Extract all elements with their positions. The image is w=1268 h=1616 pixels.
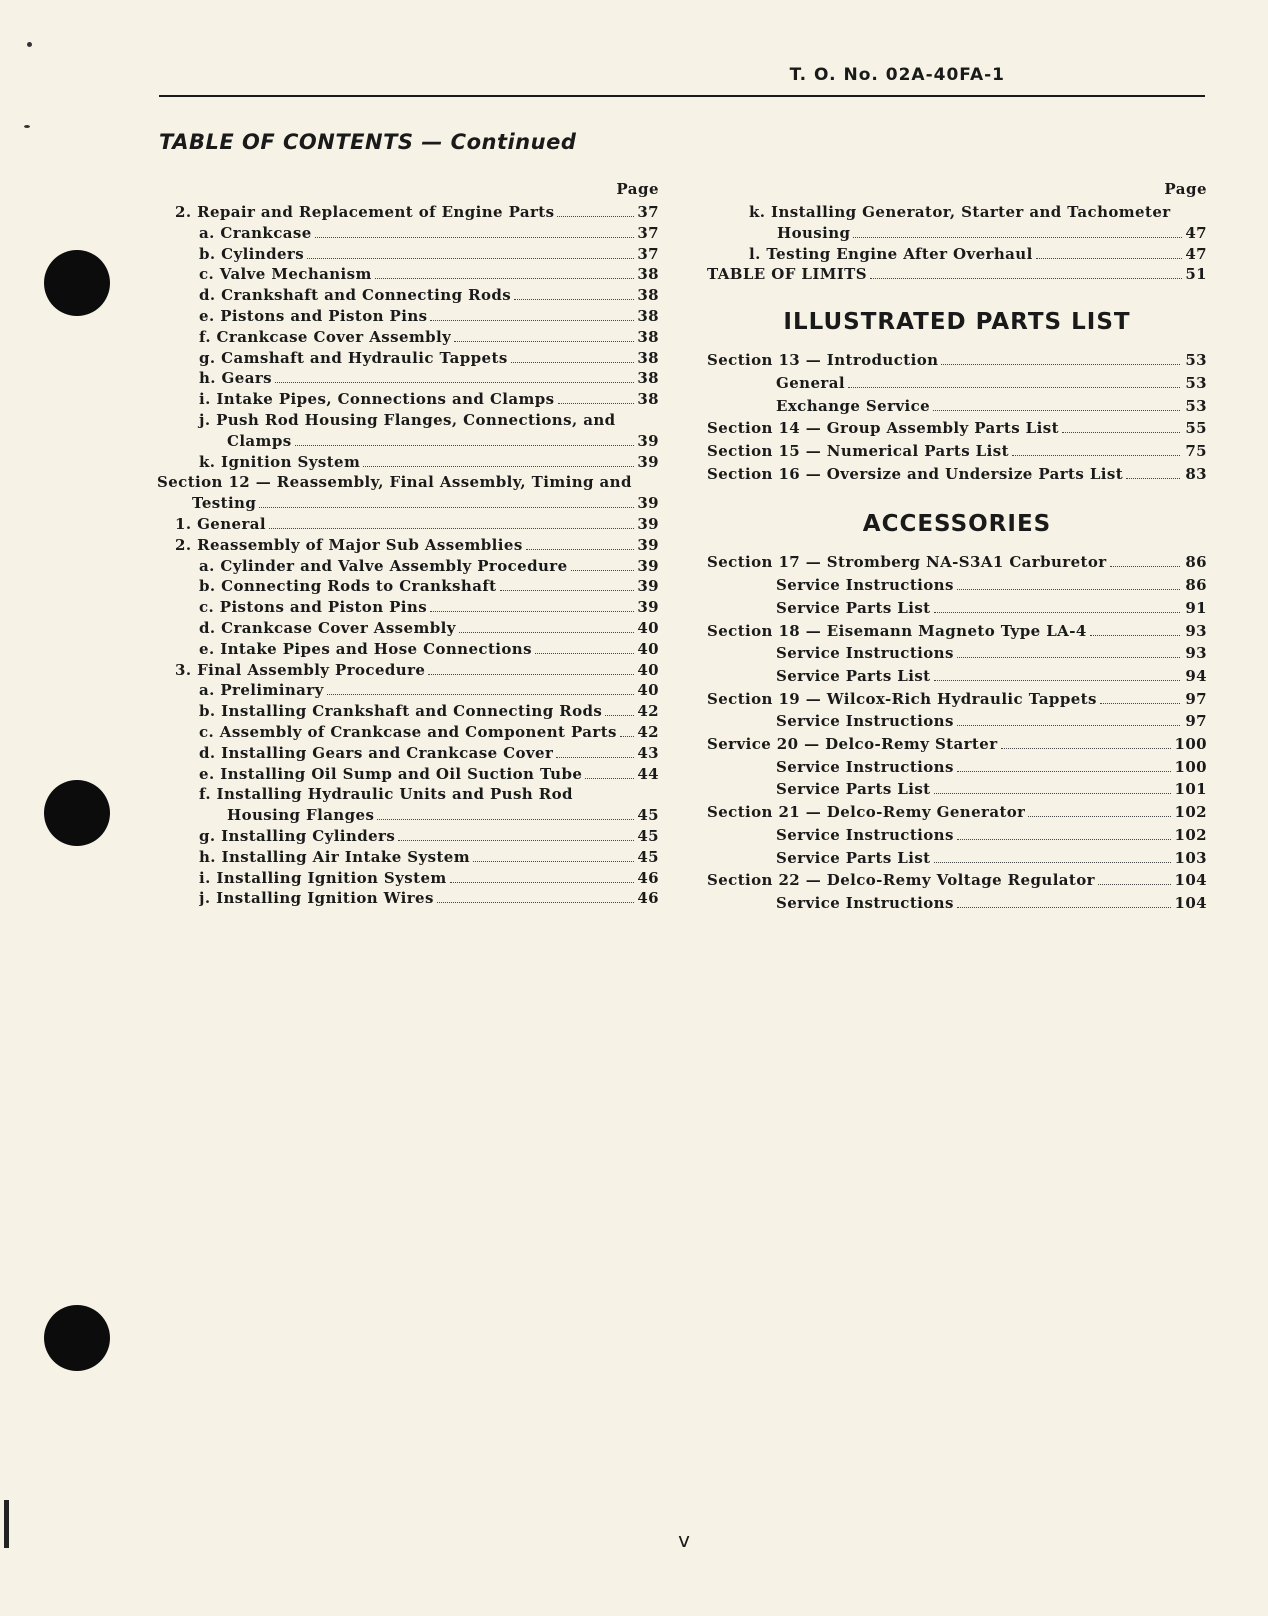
toc-entry[interactable] [707,642,1207,665]
toc-entry-label: General [776,373,845,392]
toc-entry-label: e. Pistons and Piston Pins [199,306,428,325]
toc-entry-page: 39 [637,577,659,596]
toc-entry-label: c. Assembly of Crankcase and Component Parts [199,722,617,741]
dot-leader [957,907,1172,908]
toc-entry-label: Service 20 — Delco-Remy Starter [707,735,998,754]
toc-entry[interactable] [157,535,659,556]
toc-entry[interactable] [157,764,659,785]
dot-leader [571,570,635,571]
dot-leader [1012,455,1180,456]
toc-entry[interactable] [157,597,659,618]
dot-leader [605,715,634,716]
toc-entry-label: e. Installing Oil Sump and Oil Suction Tube [199,764,583,783]
toc-entry[interactable] [707,665,1207,688]
toc-entry[interactable] [157,493,659,514]
toc-entry[interactable] [157,868,659,889]
toc-entry-page: 45 [637,826,659,845]
toc-entry[interactable] [707,801,1207,824]
toc-left-list [157,202,659,909]
toc-entry-label: b. Connecting Rods to Crankshaft [199,577,497,596]
toc-entry-page: 51 [1185,265,1207,284]
dot-leader [377,819,634,820]
dot-leader [957,771,1172,772]
toc-entry-label: Section 14 — Group Assembly Parts List [707,419,1059,438]
toc-entry-page: 42 [637,722,659,741]
dot-leader [941,364,1180,365]
toc-entry[interactable] [157,826,659,847]
toc-entry-page: 45 [637,847,659,866]
dot-leader [934,862,1172,863]
toc-entry-page: 75 [1185,442,1207,460]
binder-hole-top [44,250,110,316]
toc-entry-label: f. Crankcase Cover Assembly [199,327,452,346]
dot-leader [934,612,1180,613]
toc-entry-label: i. Installing Ignition System [199,868,447,887]
toc-right-top-list [707,202,1207,285]
dot-leader [1110,566,1180,567]
toc-entry-page: 46 [637,868,659,887]
toc-entry[interactable] [157,805,659,826]
dot-leader [398,840,634,841]
toc-entry-page: 86 [1185,553,1207,572]
dot-leader [933,410,1180,411]
toc-entry-page: 100 [1174,757,1207,776]
dot-leader [556,757,634,758]
toc-entry-page: 38 [637,306,659,325]
toc-entry[interactable] [157,888,659,909]
header-rule [159,95,1205,97]
toc-entry[interactable] [157,306,659,327]
dot-leader [327,694,635,695]
dot-leader [430,611,634,612]
toc-entry-label: g. Installing Cylinders [199,826,396,845]
toc-entry-page: 55 [1185,419,1207,438]
dot-leader [957,839,1172,840]
toc-entry[interactable] [157,348,659,369]
toc-entry[interactable] [157,327,659,348]
toc-entry-label: 3. Final Assembly Procedure [175,660,426,679]
dot-leader [934,680,1180,681]
toc-entry-page: 40 [637,618,659,637]
toc-entry-label: TABLE OF LIMITS [707,265,867,284]
toc-entry-page: 40 [637,660,659,679]
toc-entry-page: 39 [637,598,659,617]
toc-entry-page: 45 [637,806,659,825]
toc-entry-page: 38 [637,327,659,346]
toc-entry-page: 97 [1185,712,1207,731]
toc-entry-page: 102 [1174,825,1207,844]
toc-entry-page: 53 [1185,373,1207,392]
toc-entry-label: h. Installing Air Intake System [199,847,471,866]
toc-entry-label: Service Instructions [776,576,954,595]
toc-entry-page: 39 [637,514,659,533]
toc-entry-label: Service Parts List [776,598,931,617]
dot-leader [307,258,634,259]
scan-speck [27,42,32,47]
toc-entry-label: Service Parts List [776,666,931,685]
dot-leader [934,793,1172,794]
toc-entry-label: Service Instructions [776,644,954,663]
toc-entry-page: 39 [637,535,659,554]
toc-entry-page: 42 [637,702,659,721]
toc-entry[interactable] [707,372,1207,395]
toc-entry-line: f. Installing Hydraulic Units and Push Rod [199,785,573,804]
dot-leader [848,387,1180,388]
toc-entry-label: Section 18 — Eisemann Magneto Type LA-4 [707,621,1087,640]
toc-entry-label: Testing [192,494,257,513]
toc-entry-label: Section 17 — Stromberg NA-S3A1 Carburetor [707,553,1107,572]
toc-entry-page: 53 [1185,351,1207,370]
toc-entry-label: b. Installing Crankshaft and Connecting Rods [199,702,603,721]
toc-entry-label: g. Camshaft and Hydraulic Tappets [199,348,508,367]
toc-entry[interactable] [707,349,1207,372]
toc-entry-page: 93 [1185,621,1207,640]
binder-hole-middle [44,780,110,846]
toc-entry[interactable] [707,869,1207,892]
toc-entry[interactable] [157,680,659,701]
toc-entry-page: 43 [637,743,659,762]
toc-entry-label: j. Installing Ignition Wires [199,889,434,908]
toc-entry[interactable] [707,551,1207,574]
toc-entry-page: 53 [1185,396,1207,415]
dot-leader [1062,432,1180,433]
toc-entry-page: 94 [1185,666,1207,685]
toc-entry-line: k. Installing Generator, Starter and Tachometer [749,203,1171,221]
dot-leader [450,882,635,883]
toc-entry-page: 104 [1174,871,1207,890]
toc-entry-label: Service Parts List [776,780,931,799]
toc-entry[interactable] [707,892,1207,915]
toc-entry[interactable] [157,431,659,452]
toc-entry[interactable] [157,264,659,285]
page-column-label: Page [1164,180,1207,198]
toc-entry-label: l. Testing Engine After Overhaul [749,244,1033,263]
illustrated-parts-list [707,349,1207,485]
toc-entry[interactable] [157,660,659,681]
dot-leader [1100,703,1180,704]
dot-leader [428,674,634,675]
toc-entry[interactable] [707,778,1207,801]
toc-entry[interactable] [707,688,1207,711]
toc-entry[interactable] [157,743,659,764]
toc-entry[interactable] [707,574,1207,597]
illustrated-parts-heading: ILLUSTRATED PARTS LIST [783,309,1131,336]
toc-entry-label: Service Parts List [776,848,931,867]
toc-entry-label: a. Cylinder and Valve Assembly Procedure [199,556,568,575]
toc-entry-page: 37 [637,244,659,263]
toc-entry-page: 97 [1185,689,1207,708]
toc-entry-label: b. Cylinders [199,244,305,263]
toc-entry-label: 2. Reassembly of Major Sub Assemblies [175,535,523,554]
dot-leader [870,278,1182,279]
dot-leader [459,632,634,633]
toc-entry-label: Housing [777,223,851,242]
toc-entry[interactable] [157,368,659,389]
dot-leader [269,528,634,529]
toc-entry-label: Service Instructions [776,712,954,731]
toc-left-column [157,180,659,909]
toc-entry[interactable] [707,733,1207,756]
toc-entry-label: d. Installing Gears and Crankcase Cover [199,743,554,762]
dot-leader [557,216,634,217]
dot-leader [535,653,634,654]
toc-entry[interactable] [157,847,659,868]
toc-entry[interactable] [707,244,1207,265]
dot-leader [558,403,635,404]
dot-leader [526,549,635,550]
toc-entry-page: 38 [637,390,659,409]
toc-entry[interactable] [707,710,1207,733]
dot-leader [454,341,634,342]
toc-entry-page: 93 [1185,644,1207,663]
dot-leader [511,362,635,363]
document-number: T. O. No. 02A-40FA-1 [789,65,1005,85]
toc-entry-label: Housing Flanges [227,806,375,825]
dot-leader [259,507,634,508]
dot-leader [1090,635,1180,636]
toc-entry[interactable] [157,722,659,743]
accessories-heading: ACCESSORIES [862,511,1052,538]
toc-entry-page: 46 [637,889,659,908]
scan-speck [24,125,30,128]
dot-leader [853,237,1182,238]
toc-entry-line: j. Push Rod Housing Flanges, Connections, and [199,410,616,429]
accessories-list [707,551,1207,914]
toc-entry[interactable] [707,756,1207,779]
page-column-label: Page [616,180,659,198]
toc-entry[interactable] [157,389,659,410]
dot-leader [430,320,634,321]
dot-leader [957,657,1180,658]
dot-leader [957,589,1180,590]
toc-entry-label: Section 16 — Oversize and Undersize Parts List [707,464,1124,483]
toc-entry[interactable] [707,597,1207,620]
dot-leader [473,861,634,862]
toc-entry-page: 101 [1174,780,1207,799]
toc-entry-line: Section 12 — Reassembly, Final Assembly, Timing and [157,473,632,492]
dot-leader [1001,748,1172,749]
toc-entry-page: 83 [1185,464,1207,483]
toc-entry-page: 39 [637,494,659,513]
dot-leader [295,445,635,446]
toc-entry-label: Section 13 — Introduction [707,351,939,370]
dot-leader [363,466,634,467]
toc-entry-page: 40 [637,681,659,700]
toc-entry-label: c. Valve Mechanism [199,265,372,284]
dot-leader [957,725,1180,726]
toc-entry-label: Section 15 — Numerical Parts List [707,442,1009,460]
toc-entry-label: c. Pistons and Piston Pins [199,598,428,617]
toc-entry-label: Section 19 — Wilcox-Rich Hydraulic Tappets [707,689,1097,708]
toc-entry-page: 39 [637,431,659,450]
toc-entry-page: 37 [637,223,659,242]
toc-entry-label: k. Ignition System [199,452,361,471]
toc-entry-label: i. Intake Pipes, Connections and Clamps [199,390,555,409]
binder-hole-bottom [44,1305,110,1371]
toc-entry[interactable] [157,576,659,597]
toc-entry-page: 38 [637,348,659,367]
dot-leader [500,590,635,591]
toc-entry[interactable] [707,264,1207,285]
toc-entry-page: 38 [637,369,659,388]
toc-entry-label: Service Instructions [776,757,954,776]
toc-entry-label: h. Gears [199,369,272,388]
toc-entry-page: 47 [1185,244,1207,263]
dot-leader [514,299,634,300]
toc-entry-page: 38 [637,265,659,284]
toc-entry[interactable] [707,824,1207,847]
dot-leader [1126,478,1180,479]
footer-page-number: v [678,1528,690,1552]
dot-leader [375,278,635,279]
toc-entry-page: 91 [1185,598,1207,617]
dot-leader [1028,816,1171,817]
toc-entry-page: 40 [637,639,659,658]
toc-entry-label: a. Crankcase [199,223,312,242]
toc-entry-page: 44 [637,764,659,783]
toc-entry[interactable] [157,202,659,223]
toc-entry-label: e. Intake Pipes and Hose Connections [199,639,532,658]
toc-entry-label: Clamps [227,431,292,450]
page-title: TABLE OF CONTENTS — Continued [159,130,577,154]
toc-entry[interactable] [157,701,659,722]
toc-entry[interactable] [707,223,1207,244]
toc-entry[interactable] [707,440,1207,463]
toc-entry-label: Exchange Service [776,396,931,415]
toc-entry-page: 39 [637,556,659,575]
toc-entry[interactable] [157,223,659,244]
toc-entry-page: 102 [1174,803,1207,822]
toc-entry[interactable] [707,395,1207,418]
toc-entry-label: d. Crankcase Cover Assembly [199,618,456,637]
toc-entry-page: 37 [637,203,659,221]
dot-leader [1098,884,1172,885]
toc-entry[interactable] [157,244,659,265]
toc-entry[interactable] [157,618,659,639]
toc-entry-label: Service Instructions [776,825,954,844]
toc-entry-page: 103 [1174,848,1207,867]
toc-entry-page: 100 [1174,735,1207,754]
toc-entry-label: Service Instructions [776,893,954,912]
toc-entry-label: Section 22 — Delco-Remy Voltage Regulator [707,871,1095,890]
toc-entry-page: 39 [637,452,659,471]
dot-leader [620,736,634,737]
toc-entry[interactable] [157,285,659,306]
toc-entry-label: 1. General [175,514,267,533]
toc-entry-page: 86 [1185,576,1207,595]
dot-leader [275,382,634,383]
dot-leader [585,778,634,779]
toc-entry[interactable] [707,463,1207,486]
toc-entry-page: 47 [1185,223,1207,242]
toc-right-column [707,180,1207,915]
toc-entry-page: 38 [637,286,659,305]
toc-entry-label: Section 21 — Delco-Remy Generator [707,803,1026,822]
toc-entry[interactable] [707,417,1207,440]
toc-entry[interactable] [157,639,659,660]
toc-entry[interactable] [157,556,659,577]
toc-entry[interactable] [707,847,1207,870]
toc-entry-label: a. Preliminary [199,681,324,700]
toc-entry-label: d. Crankshaft and Connecting Rods [199,286,512,305]
toc-entry[interactable] [707,620,1207,643]
toc-entry[interactable] [157,514,659,535]
dot-leader [437,902,634,903]
dot-leader [1036,258,1183,259]
toc-entry-page: 104 [1174,893,1207,912]
dot-leader [315,237,635,238]
toc-entry-label: 2. Repair and Replacement of Engine Parts [175,203,555,221]
toc-entry[interactable] [157,452,659,473]
